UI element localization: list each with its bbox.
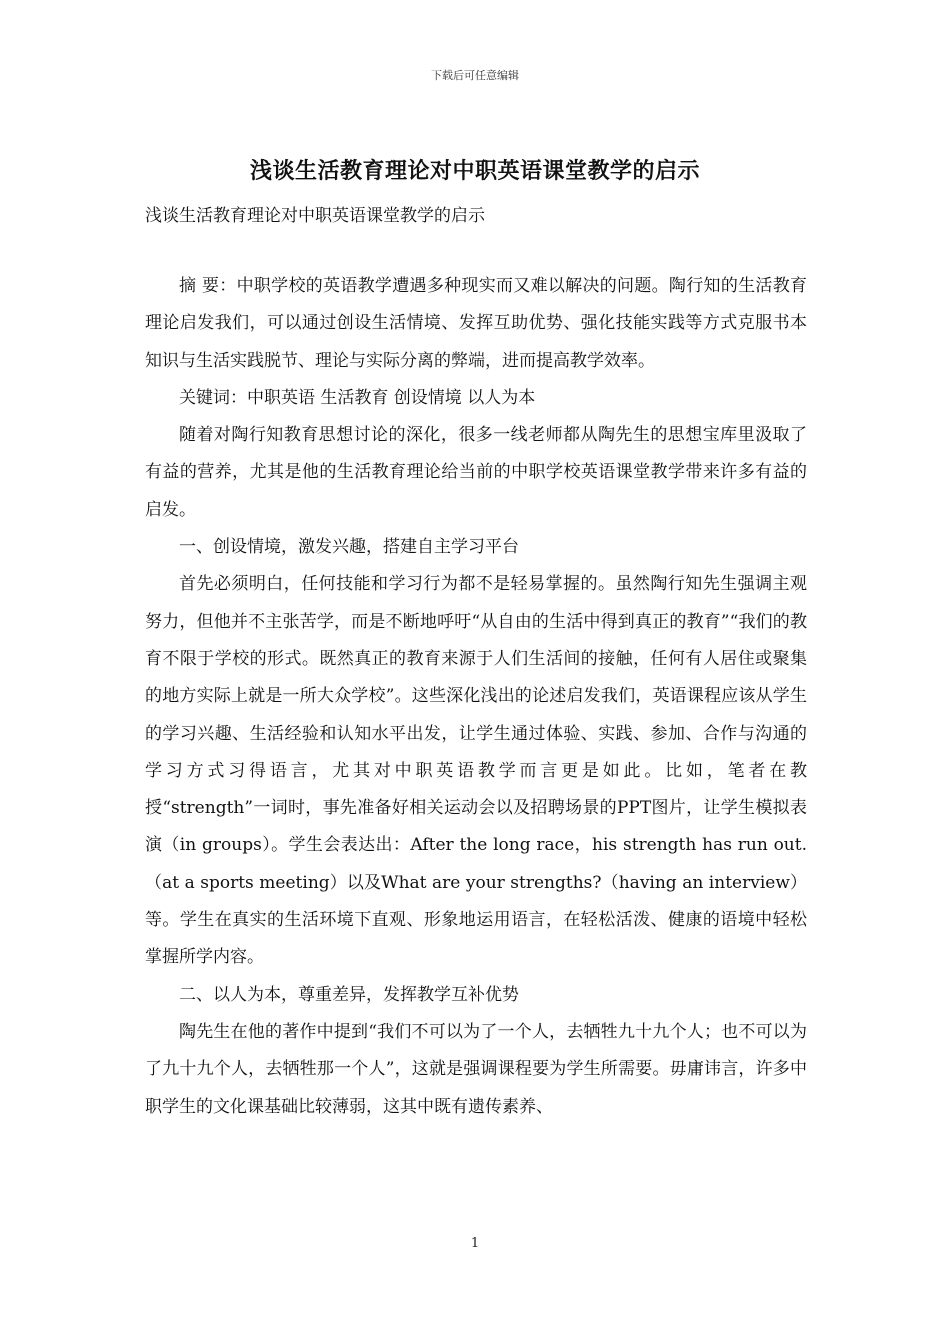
header-note: 下载后可任意编辑 bbox=[431, 69, 519, 82]
section-heading-1: 一、创设情境，激发兴趣，搭建自主学习平台 bbox=[179, 537, 519, 558]
document-title: 浅谈生活教育理论对中职英语课堂教学的启示 bbox=[249, 158, 700, 184]
document-subtitle: 浅谈生活教育理论对中职英语课堂教学的启示 bbox=[145, 206, 485, 226]
keywords-paragraph: 关键词：中职英语 生活教育 创设情境 以人为本 bbox=[179, 387, 536, 408]
intro-paragraph: 随着对陶行知教育思想讨论的深化，很多一线老师都从陶先生的思想宝库里汲取了有益的营养，尤其是他的生活教育理论给当前的中职学校英语课堂教学带来许多有益的启发。 bbox=[145, 425, 807, 520]
page-number: 1 bbox=[470, 1236, 480, 1251]
section-1-paragraph: 首先必须明白，任何技能和学习行为都不是轻易掌握的。虽然陶行知先生强调主观努力，但他并不主张苦学，而是不断地呼吁“从自由的生活中得到真正的教育”“我们的教育不限于学校的形式。既然真正的教育来源于人们生活间的接触，任何有人居住或聚集的地方实际上就是一所大众学校”。这些深化浅出的论述启发我们，英语课程应该从学生的学习兴趣、生活经验和认知水平出发，让学生通过体验、实践、参加、合作与沟通的学习方式习得语言，尤其对中职英语教学而言更是如此。比如，笔者在教授“strength”一词时，事先准备好相关运动会以及招聘场景的PPT图片，让学生模拟表演（in groups）。学生会表达出：After the long race，his strength has run out.（at a sports meeting）以及What are your strengths?（having an interview）等。学生在真实的生活环境下直观、形象地运用语言，在轻松活泼、健康的语境中轻松掌握所学内容。 bbox=[145, 574, 807, 968]
section-2-paragraph: 陶先生在他的著作中提到“我们不可以为了一个人，去牺牲九十九个人；也不可以为了九十九个人，去牺牲那一个人”，这就是强调课程要为学生所需要。毋庸讳言，许多中职学生的文化课基础比较薄弱，这其中既有遗传素养、 bbox=[145, 1021, 807, 1117]
abstract-paragraph: 摘 要：中职学校的英语教学遭遇多种现实而又难以解决的问题。陶行知的生活教育理论启发我们，可以通过创设生活情境、发挥互助优势、强化技能实践等方式克服书本知识与生活实践脱节、理论与实际分离的弊端，进而提高教学效率。 bbox=[145, 276, 807, 371]
section-heading-2: 二、以人为本，尊重差异，发挥教学互补优势 bbox=[179, 984, 519, 1005]
document-body bbox=[145, 268, 807, 1126]
